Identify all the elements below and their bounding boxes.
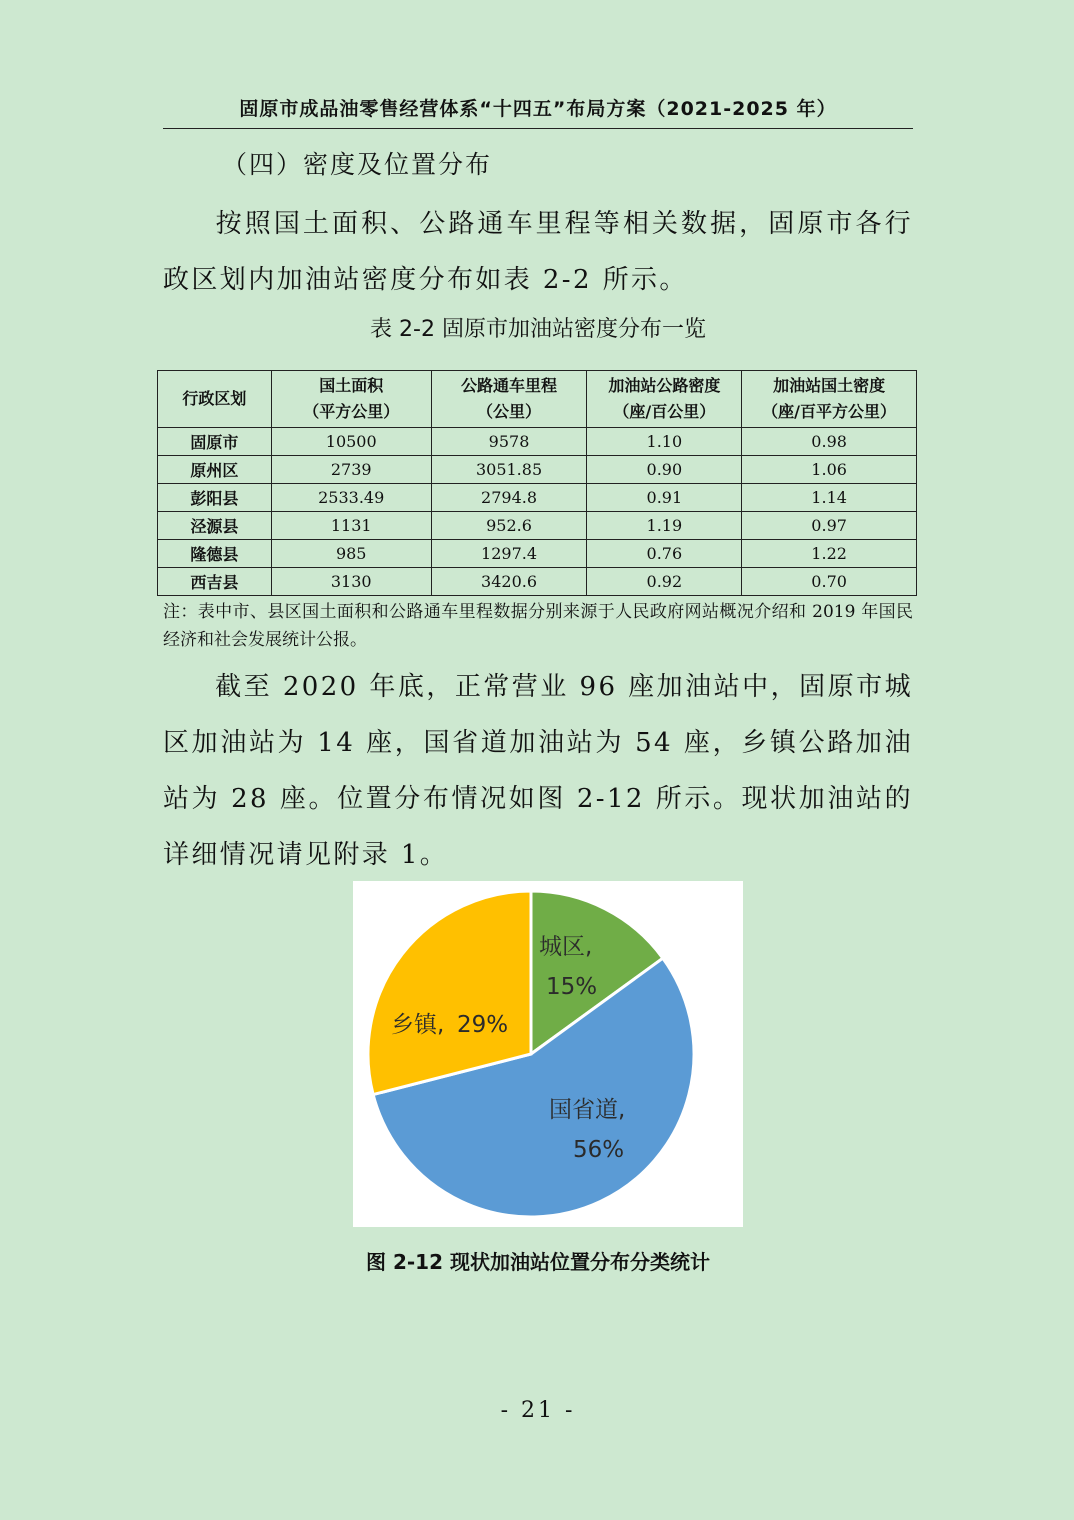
header-road-density: 加油站公路密度 （座/百公里） — [587, 371, 742, 428]
table-row: 泾源县 1131 952.6 1.19 0.97 — [158, 512, 917, 540]
header-land-density: 加油站国土密度 （座/百平方公里） — [742, 371, 917, 428]
header-divider — [163, 128, 913, 129]
table-header-row — [158, 371, 917, 428]
slice-value-township: 29% — [457, 1012, 509, 1038]
table-row: 西吉县 3130 3420.6 0.92 0.70 — [158, 568, 917, 596]
table-row: 隆德县 985 1297.4 0.76 1.22 — [158, 540, 917, 568]
section-title: （四）密度及位置分布 — [222, 150, 493, 179]
running-header: 固原市成品油零售经营体系“十四五”布局方案（2021-2025 年） — [239, 98, 837, 120]
header-road-length: 公路通车里程 （公里） — [431, 371, 587, 428]
slice-value-urban: 15% — [546, 974, 598, 1000]
table-note: 注：表中市、县区国土面积和公路通车里程数据分别来源于人民政府网站概况介绍和 2019 年国民经济和社会发展统计公报。 — [163, 602, 913, 650]
paragraph-stations — [163, 659, 913, 883]
slice-label-township: 乡镇, — [391, 1012, 445, 1038]
page-number: - 21 - — [500, 1398, 576, 1423]
paragraph-intro — [163, 196, 913, 308]
slice-label-highway: 国省道, — [549, 1097, 626, 1123]
table-row: 固原市 10500 9578 1.10 0.98 — [158, 428, 917, 456]
header-region: 行政区划 — [158, 371, 272, 428]
table-title: 表 2-2 固原市加油站密度分布一览 — [370, 317, 706, 342]
pie-chart — [353, 881, 743, 1227]
table-row: 原州区 2739 3051.85 0.90 1.06 — [158, 456, 917, 484]
slice-value-highway: 56% — [573, 1137, 625, 1163]
paragraph-intro-text: 按照国土面积、公路通车里程等相关数据，固原市各行政区划内加油站密度分布如表 2-2 所示。 — [163, 209, 913, 295]
table-row: 彭阳县 2533.49 2794.8 0.91 1.14 — [158, 484, 917, 512]
header-area: 国土面积 （平方公里） — [271, 371, 431, 428]
density-table — [157, 370, 917, 596]
figure-caption: 图 2-12 现状加油站位置分布分类统计 — [366, 1250, 710, 1274]
paragraph-stations-text: 截至 2020 年底，正常营业 96 座加油站中，固原市城区加油站为 14 座，国省道加油站为 54 座，乡镇公路加油站为 28 座。位置分布情况如图 2-12 所示。现状加油站的详细情况请见附录 1。 — [163, 672, 913, 870]
slice-label-urban: 城区, — [539, 934, 593, 960]
pie-chart-svg — [353, 881, 743, 1227]
